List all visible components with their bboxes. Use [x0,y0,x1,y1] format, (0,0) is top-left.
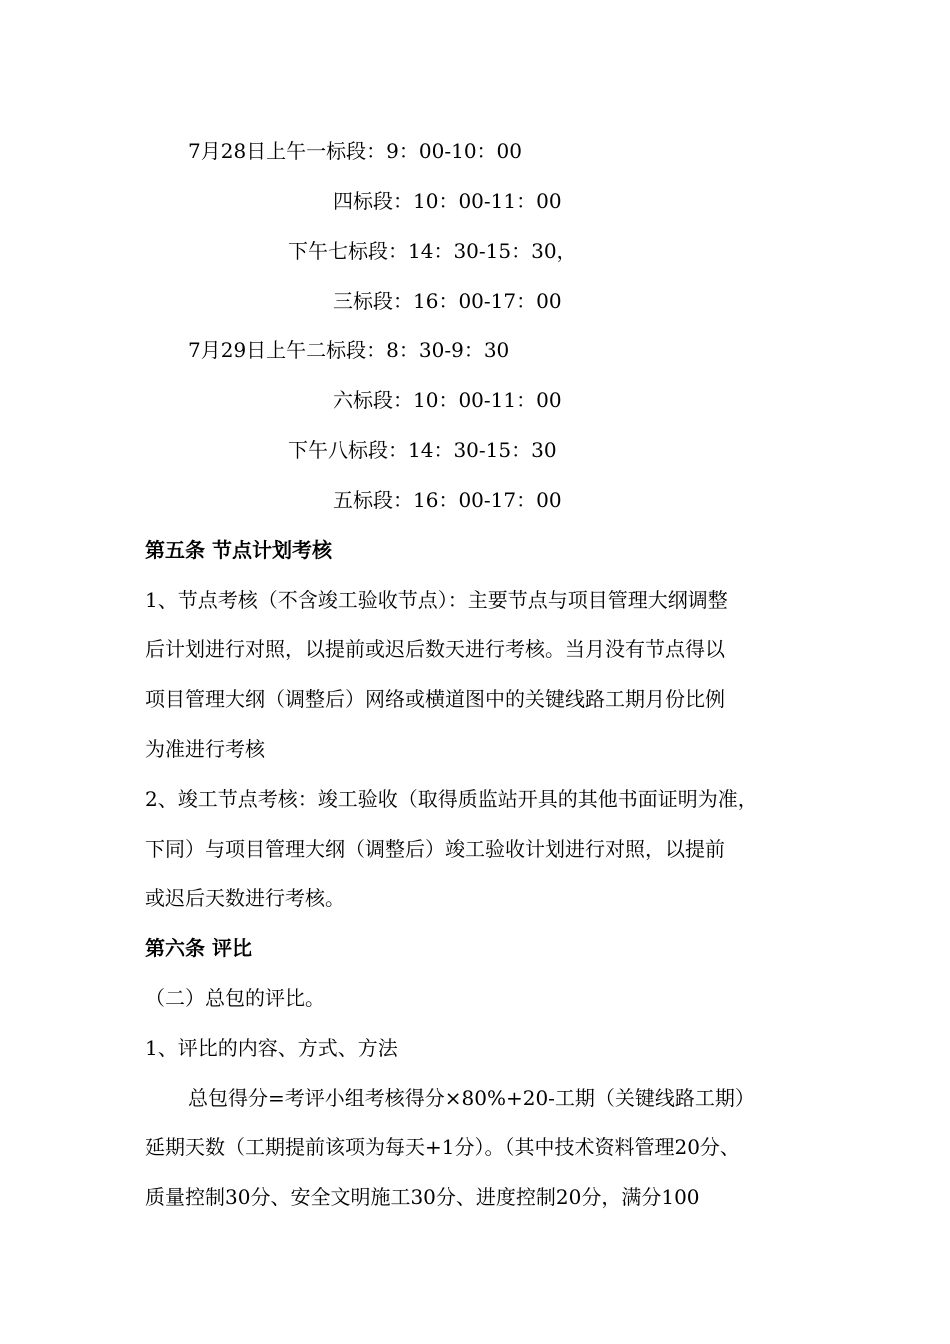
paragraph-line: 下同）与项目管理大纲（调整后）竣工验收计划进行对照，以提前 [145,837,725,861]
paragraph-line: 2、竣工节点考核：竣工验收（取得质监站开具的其他书面证明为准， [145,787,758,811]
schedule-line: 三标段：16：00-17：00 [333,289,562,313]
schedule-line: 7月29日上午二标段：8：30-9：30 [188,338,510,362]
schedule-line: 下午七标段：14：30-15：30， [288,239,577,263]
paragraph-line: 延期天数（工期提前该项为每天+1分）。（其中技术资料管理20分、 [145,1135,740,1159]
schedule-line: 7月28日上午一标段：9：00-10：00 [188,139,523,163]
paragraph-line: 1、节点考核（不含竣工验收节点）：主要节点与项目管理大纲调整 [145,588,728,612]
list-item: 1、评比的内容、方式、方法 [145,1036,398,1060]
article-6-heading: 第六条 评比 [145,936,252,960]
schedule-line: 下午八标段：14：30-15：30 [288,438,557,462]
schedule-line: 六标段：10：00-11：00 [333,388,562,412]
article-5-heading: 第五条 节点计划考核 [145,538,332,562]
subsection-title: （二）总包的评比。 [145,986,325,1010]
schedule-line: 五标段：16：00-17：00 [333,488,562,512]
paragraph-line: 或迟后天数进行考核。 [145,886,345,910]
schedule-line: 四标段：10：00-11：00 [333,189,562,213]
paragraph-line: 总包得分=考评小组考核得分×80%+20-工期（关键线路工期） [188,1086,755,1110]
paragraph-line: 后计划进行对照，以提前或迟后数天进行考核。当月没有节点得以 [145,637,725,661]
paragraph-line: 为准进行考核 [145,737,265,761]
paragraph-line: 质量控制30分、安全文明施工30分、进度控制20分，满分100 [145,1185,700,1209]
paragraph-line: 项目管理大纲（调整后）网络或横道图中的关键线路工期月份比例 [145,687,725,711]
